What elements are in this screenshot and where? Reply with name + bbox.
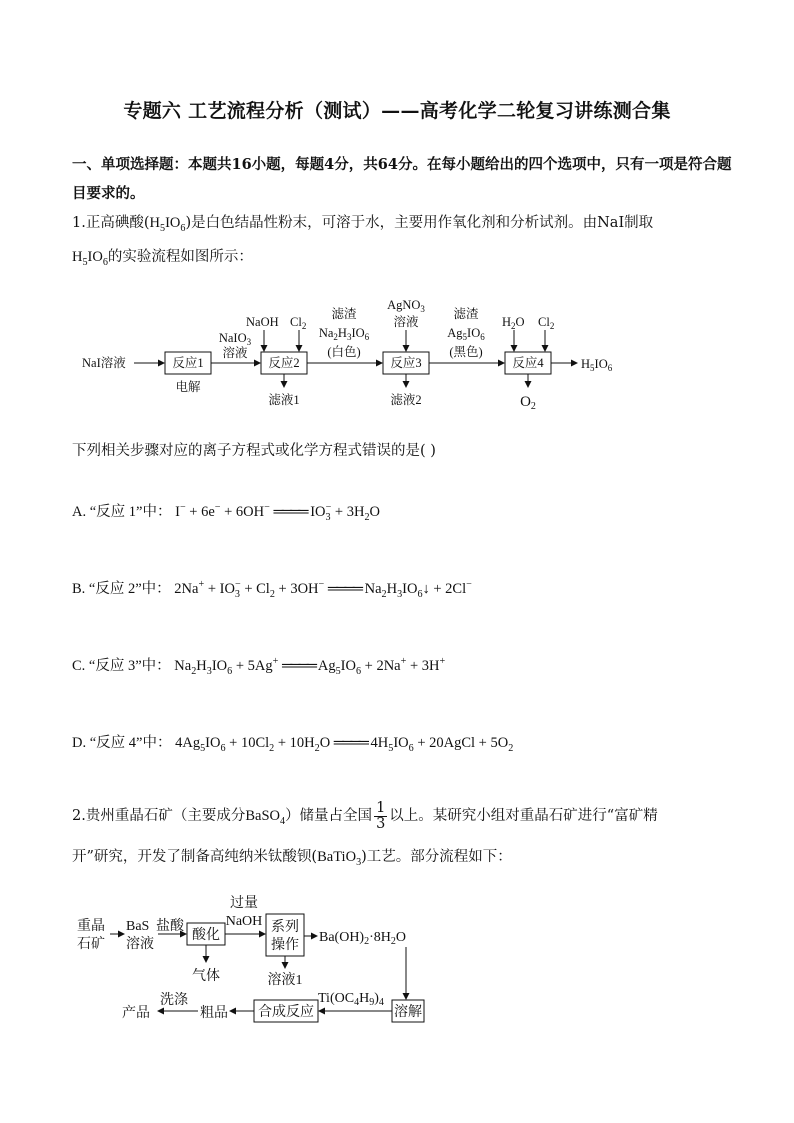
- q1-below1: 电解: [175, 380, 201, 394]
- q1-intro-part-b: 是白色结晶性粉末，可溶于水，主要用作氧化剂和分析试剂。由NaI制取: [191, 215, 654, 231]
- q2-naoh-a: 过量: [230, 896, 258, 911]
- q2-fraction: [374, 801, 387, 832]
- q1-in2b: 溶液: [222, 346, 248, 360]
- q1-stem: 下列相关步骤对应的离子方程式或化学方程式错误的是( ): [72, 443, 436, 459]
- q1-top4a: $H_2O$: [502, 315, 525, 331]
- q1-option-a[interactable]: [72, 500, 380, 523]
- q2-bas-a: BaS: [126, 919, 150, 934]
- q1-in3b: $Na_2H_3IO_6$: [318, 326, 370, 342]
- q2-box-series-b: 操作: [271, 938, 299, 953]
- q2-flow-diagram: [72, 890, 452, 1030]
- q1-out2: 滤液1: [268, 393, 300, 407]
- q2-box-synthesis-label: 合成反应: [258, 1005, 314, 1020]
- q1-in3a: 滤渣: [331, 307, 357, 321]
- q2-baoh: $Ba(OH)_2\cdot 8H_2O$: [319, 930, 407, 947]
- q1-option-c-equation: $Na_2H_3IO_6 + 5Ag^+$ ════ $Ag_5IO_6 + 2Na^+ + 3H^+$: [174, 656, 446, 677]
- q1-in2a: NaIO$_3$: [218, 331, 252, 347]
- q1-top4b: $Cl_2$: [538, 315, 555, 331]
- q2-ti: $Ti(OC_4H_9)_4$: [318, 991, 384, 1008]
- q1-paren-open: (: [143, 215, 150, 231]
- q1-top2a: NaOH: [246, 315, 279, 329]
- q1-in4c: (黑色): [449, 345, 483, 359]
- q2-box-dissolve-label: 溶解: [394, 1005, 422, 1020]
- q1-box2-label: 反应2: [268, 356, 300, 370]
- q2-formula-batio3: BaTiO$_3$: [317, 849, 362, 868]
- q1-top2b: $Cl_2$: [290, 315, 307, 331]
- q2-product: 产品: [122, 1006, 150, 1021]
- q1-option-d-label: D. “反应 4”中：: [72, 735, 172, 751]
- q2-gas: 气体: [192, 969, 220, 984]
- q2-hcl: 盐酸: [156, 919, 184, 934]
- section-heading: 一、单项选择题：本题共16小题，每题4分，共64分。在每小题给出的四个选项中，只有一项是符合题目要求的。: [72, 156, 732, 202]
- q2-formula-baso4: BaSO$_4$: [245, 808, 286, 827]
- q1-intro-part-c: 的实验流程如图所示：: [107, 248, 253, 265]
- q2-intro: [72, 796, 732, 842]
- q1-out4: $O_2$: [520, 394, 536, 412]
- q2-ore-b: 石矿: [77, 937, 105, 952]
- q1-formula-h5io6: $H_5IO_6$: [149, 215, 186, 234]
- q2-frac-num: 1: [376, 799, 386, 816]
- q1-box3-label: 反应3: [390, 356, 422, 370]
- q1-box4-label: 反应4: [512, 356, 544, 370]
- q2-ore-a: 重晶: [77, 919, 105, 934]
- q2-box-series-a: 系列: [271, 920, 299, 935]
- q1-box1-label: 反应1: [172, 356, 204, 370]
- q1-intro: [72, 209, 732, 277]
- page-title: 专题六 工艺流程分析（测试）——高考化学二轮复习讲练测合集: [123, 100, 671, 122]
- q2-intro-part-e: 工艺。部分流程如下：: [366, 849, 512, 865]
- q2-intro-part-d: 开”研究，开发了制备高纯纳米钛酸钡: [72, 849, 312, 865]
- q2-sol1: 溶液1: [267, 973, 303, 988]
- q1-paren-close: ): [185, 215, 192, 231]
- q1-diag-start: NaI溶液: [82, 356, 126, 370]
- q1-out3: 滤液2: [390, 393, 422, 407]
- q2-frac-den: 3: [376, 815, 386, 832]
- q2-bas-b: 溶液: [126, 937, 154, 952]
- q1-top3b: 溶液: [393, 315, 419, 329]
- q1-in4b: $Ag_5IO_6$: [447, 326, 485, 342]
- q2-intro-part-a: 2.贵州重晶石矿（主要成分: [72, 808, 246, 824]
- q1-option-b-equation: $2Na^+ + IO_3^- + Cl_2 + 3OH^-$ ════ $Na_2H_3IO_6↓ + 2Cl^-$: [174, 579, 472, 600]
- q1-in3c: (白色): [327, 345, 361, 359]
- q2-intro-line2: [72, 843, 732, 877]
- q1-option-d-equation: $4Ag_5IO_6 + 10Cl_2 + 10H_2O$ ════ $4H_5IO_6$ + 20AgCl + $5O_2$: [175, 735, 514, 754]
- q2-paren-close: ): [361, 849, 367, 865]
- q2-naoh-b: NaOH: [225, 914, 263, 929]
- q1-in4a: 滤渣: [453, 307, 479, 321]
- q1-option-b-label: B. “反应 2”中：: [72, 581, 171, 597]
- q2-intro-part-c: 以上。某研究小组对重晶石矿进行“富矿精: [389, 808, 658, 824]
- q1-top3a: AgNO$_3$: [387, 298, 425, 314]
- q1-option-d[interactable]: [72, 731, 513, 754]
- q1-flow-diagram: [72, 294, 632, 414]
- q1-option-a-equation: I− + 6e− + 6OH− ════ $IO_3^- + 3H_2O$: [175, 502, 380, 523]
- q1-intro-part-a: 1.正高碘酸: [72, 215, 144, 231]
- q1-option-a-label: A. “反应 1”中：: [72, 504, 172, 520]
- q1-option-b[interactable]: [72, 577, 472, 600]
- q2-crude: 粗品: [200, 1006, 228, 1021]
- q2-paren-open: (: [311, 849, 318, 865]
- q1-formula-h5io6-2: $H_5IO_6$: [72, 248, 108, 268]
- q2-box-acidify-label: 酸化: [192, 928, 220, 943]
- q2-intro-part-b: ）储量占全国: [285, 808, 373, 824]
- q1-option-c[interactable]: [72, 654, 445, 677]
- q1-product: $H_5IO_6$: [581, 357, 613, 373]
- q2-wash: 洗涤: [160, 993, 188, 1008]
- q1-option-c-label: C. “反应 3”中：: [72, 658, 171, 674]
